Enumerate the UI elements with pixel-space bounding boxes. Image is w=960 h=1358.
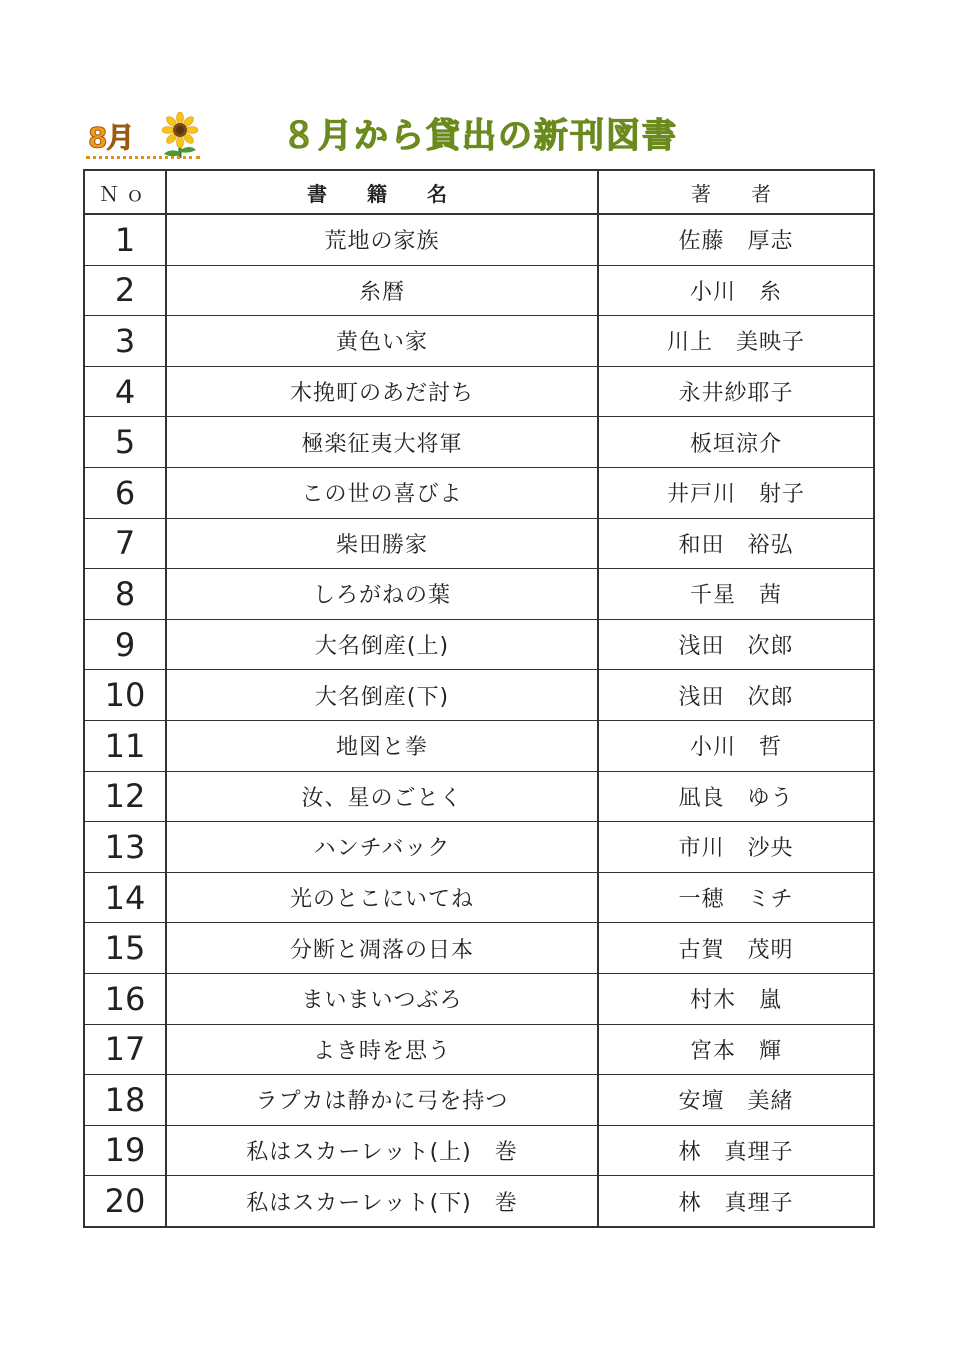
book-author: 千星 茜 xyxy=(598,569,874,620)
badge-dotted-underline xyxy=(86,156,200,159)
row-number: 14 xyxy=(84,872,166,923)
book-title: 私はスカーレット(上) 巻 xyxy=(166,1125,598,1176)
table-row xyxy=(84,1176,874,1227)
book-title: 大名倒産(下) xyxy=(166,670,598,721)
book-author: 宮本 輝 xyxy=(598,1024,874,1075)
sunflower-icon xyxy=(160,112,200,160)
month-badge xyxy=(84,110,202,160)
row-number: 2 xyxy=(84,265,166,316)
table-row xyxy=(84,619,874,670)
book-author: 和田 裕弘 xyxy=(598,518,874,569)
table-row xyxy=(84,1125,874,1176)
row-number: 6 xyxy=(84,467,166,518)
book-author: 板垣涼介 xyxy=(598,417,874,468)
book-author: 市川 沙央 xyxy=(598,822,874,873)
book-author: 一穂 ミチ xyxy=(598,872,874,923)
column-header-title: 書 籍 名 xyxy=(166,170,598,214)
book-title: 私はスカーレット(下) 巻 xyxy=(166,1176,598,1227)
page-title: ８月から貸出の新刊図書 xyxy=(282,116,678,156)
book-author: 安壇 美緒 xyxy=(598,1075,874,1126)
book-author: 林 真理子 xyxy=(598,1176,874,1227)
book-author: 井戸川 射子 xyxy=(598,467,874,518)
table-row xyxy=(84,670,874,721)
row-number: 18 xyxy=(84,1075,166,1126)
table-row xyxy=(84,1024,874,1075)
book-title: まいまいつぶろ xyxy=(166,973,598,1024)
table-row xyxy=(84,366,874,417)
book-title: 糸暦 xyxy=(166,265,598,316)
table-row xyxy=(84,467,874,518)
row-number: 7 xyxy=(84,518,166,569)
row-number: 12 xyxy=(84,771,166,822)
table-row xyxy=(84,923,874,974)
row-number: 19 xyxy=(84,1125,166,1176)
book-title: しろがねの葉 xyxy=(166,569,598,620)
table-header-row xyxy=(84,170,874,214)
book-author: 小川 糸 xyxy=(598,265,874,316)
new-books-table xyxy=(83,169,875,1228)
book-title: この世の喜びよ xyxy=(166,467,598,518)
book-title: 地図と拳 xyxy=(166,720,598,771)
row-number: 15 xyxy=(84,923,166,974)
book-title: ハンチバック xyxy=(166,822,598,873)
book-author: 凪良 ゆう xyxy=(598,771,874,822)
column-header-author: 著 者 xyxy=(598,170,874,214)
table-row xyxy=(84,973,874,1024)
month-badge-label: 8月 xyxy=(88,121,134,154)
row-number: 16 xyxy=(84,973,166,1024)
table-row xyxy=(84,518,874,569)
row-number: 9 xyxy=(84,619,166,670)
book-title: よき時を思う xyxy=(166,1024,598,1075)
book-author: 浅田 次郎 xyxy=(598,670,874,721)
book-title: 黄色い家 xyxy=(166,316,598,367)
row-number: 8 xyxy=(84,569,166,620)
book-title: 極楽征夷大将軍 xyxy=(166,417,598,468)
table-row xyxy=(84,771,874,822)
book-title: 荒地の家族 xyxy=(166,214,598,265)
book-author: 古賀 茂明 xyxy=(598,923,874,974)
book-author: 林 真理子 xyxy=(598,1125,874,1176)
book-title: 柴田勝家 xyxy=(166,518,598,569)
column-header-no: Ｎｏ xyxy=(84,170,166,214)
row-number: 17 xyxy=(84,1024,166,1075)
book-author: 村木 嵐 xyxy=(598,973,874,1024)
book-author: 小川 哲 xyxy=(598,720,874,771)
table-row xyxy=(84,822,874,873)
page-header xyxy=(84,108,784,164)
book-title: 汝、星のごとく xyxy=(166,771,598,822)
book-author: 永井紗耶子 xyxy=(598,366,874,417)
table-row xyxy=(84,872,874,923)
row-number: 13 xyxy=(84,822,166,873)
table-row xyxy=(84,569,874,620)
row-number: 5 xyxy=(84,417,166,468)
row-number: 3 xyxy=(84,316,166,367)
table-row xyxy=(84,1075,874,1126)
book-title: 分断と凋落の日本 xyxy=(166,923,598,974)
book-title: 光のとこにいてね xyxy=(166,872,598,923)
table-row xyxy=(84,316,874,367)
table-body xyxy=(84,214,874,1227)
book-title: 木挽町のあだ討ち xyxy=(166,366,598,417)
row-number: 10 xyxy=(84,670,166,721)
row-number: 20 xyxy=(84,1176,166,1227)
table-row xyxy=(84,417,874,468)
table-row xyxy=(84,214,874,265)
row-number: 1 xyxy=(84,214,166,265)
table-row xyxy=(84,720,874,771)
row-number: 4 xyxy=(84,366,166,417)
table-row xyxy=(84,265,874,316)
book-title: 大名倒産(上) xyxy=(166,619,598,670)
book-author: 佐藤 厚志 xyxy=(598,214,874,265)
book-author: 川上 美映子 xyxy=(598,316,874,367)
book-title: ラプカは静かに弓を持つ xyxy=(166,1075,598,1126)
row-number: 11 xyxy=(84,720,166,771)
book-author: 浅田 次郎 xyxy=(598,619,874,670)
